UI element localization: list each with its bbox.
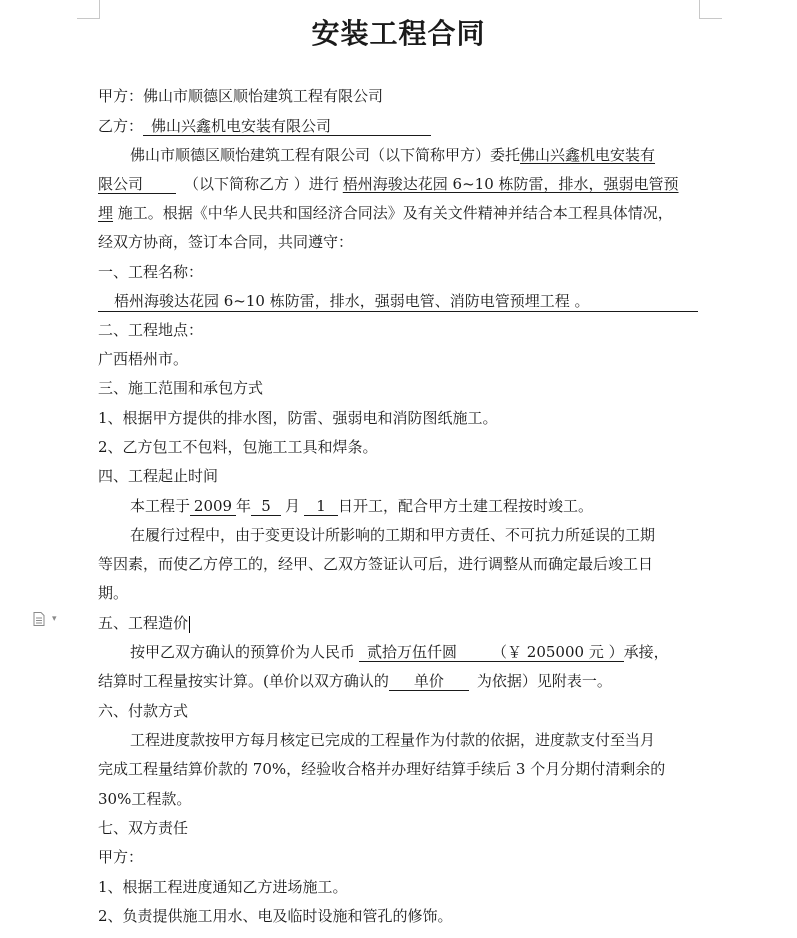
party-b-line bbox=[98, 116, 698, 136]
chevron-down-icon[interactable]: ▾ bbox=[52, 614, 57, 624]
start-day: 1 bbox=[304, 497, 338, 516]
section-2-heading: 二、工程地点： bbox=[98, 321, 204, 339]
responsibility-item-1: 1、根据工程进度通知乙方进场施工。 bbox=[98, 878, 348, 896]
price-line-1: 按甲乙双方确认的预算价为人民币 贰拾万伍仟圆 （￥ 205000 元 ）承接， bbox=[130, 643, 669, 661]
intro-underlined-company: 限公司 bbox=[98, 175, 176, 194]
document-icon[interactable] bbox=[33, 612, 45, 626]
price-line-2: 结算时工程量按实计算。(单价以双方确认的 单价 为依据）见附表一。 bbox=[98, 672, 612, 690]
project-name-value: 梧州海骏达花园 6~10 栋防雷，排水，强弱电管、消防电管预埋工程 。 bbox=[114, 292, 590, 310]
payment-line-3: 30%工程款。 bbox=[98, 790, 192, 808]
section-4-heading: 四、工程起止时间 bbox=[98, 467, 219, 485]
start-year: 2009 bbox=[190, 497, 236, 516]
section-5-heading: 五、工程造价 bbox=[98, 614, 189, 632]
start-date-line: 本工程于 2009 年 5 月 1 日开工，配合甲方土建工程按时竣工。 bbox=[130, 497, 594, 515]
party-a-value: 佛山市顺德区顺怡建筑工程有限公司 bbox=[143, 87, 384, 105]
party-a-label: 甲方： bbox=[98, 87, 144, 105]
scope-item-1: 1、根据甲方提供的排水图，防雷、强弱电和消防图纸施工。 bbox=[98, 409, 498, 427]
project-location: 广西梧州市。 bbox=[98, 350, 189, 368]
party-b-label: 乙方： bbox=[98, 117, 144, 135]
payment-line-1: 工程进度款按甲方每月核定已完成的工程量作为付款的依据，进度款支付至当月 bbox=[130, 731, 656, 749]
scope-item-2: 2、乙方包工不包料，包施工工具和焊条。 bbox=[98, 438, 378, 456]
delay-clause-line-2: 等因素，而使乙方停工的，经甲、乙双方签证认可后，进行调整从而确定最后竣工日 bbox=[98, 555, 654, 573]
intro-line-3: 埋 施工。根据《中华人民共和国经济合同法》及有关文件精神并结合本工程具体情况， bbox=[98, 204, 673, 222]
section-7-heading: 七、双方责任 bbox=[98, 819, 189, 837]
responsibility-item-2: 2、负责提供施工用水、电及临时设施和管孔的修饰。 bbox=[98, 907, 453, 925]
intro-line-1: 佛山市顺德区顺怡建筑工程有限公司（以下简称甲方）委托佛山兴鑫机电安装有 bbox=[130, 146, 656, 164]
text-cursor bbox=[189, 616, 190, 633]
payment-line-2: 完成工程量结算价款的 70%，经验收合格并办理好结算手续后 3 个月分期付清剩余的 bbox=[98, 760, 666, 778]
project-name-underline bbox=[98, 310, 698, 312]
document-title: 安装工程合同 bbox=[311, 17, 486, 50]
unit-price-basis: 单价 bbox=[389, 672, 469, 691]
party-a-line bbox=[98, 86, 698, 106]
intro-line-4: 经双方协商，签订本合同，共同遵守： bbox=[98, 233, 354, 251]
delay-clause-line-3: 期。 bbox=[98, 584, 129, 602]
party-b-value: 佛山兴鑫机电安装有限公司 bbox=[143, 117, 431, 136]
amount-in-words: 贰拾万伍仟圆 bbox=[359, 643, 492, 662]
responsibility-party-a: 甲方： bbox=[98, 848, 144, 866]
amount-in-figures: （￥ 205000 元 ） bbox=[492, 643, 624, 661]
start-month: 5 bbox=[251, 497, 281, 516]
delay-clause-line-1: 在履行过程中，由于变更设计所影响的工期和甲方责任、不可抗力所延误的工期 bbox=[130, 526, 656, 544]
section-3-heading: 三、施工范围和承包方式 bbox=[98, 379, 264, 397]
section-6-heading: 六、付款方式 bbox=[98, 702, 189, 720]
section-1-heading: 一、工程名称： bbox=[98, 263, 204, 281]
intro-line-2: 限公司 （以下简称乙方 ）进行 梧州海骏达花园 6~10 栋防雷，排水，强弱电管预 bbox=[98, 175, 679, 193]
